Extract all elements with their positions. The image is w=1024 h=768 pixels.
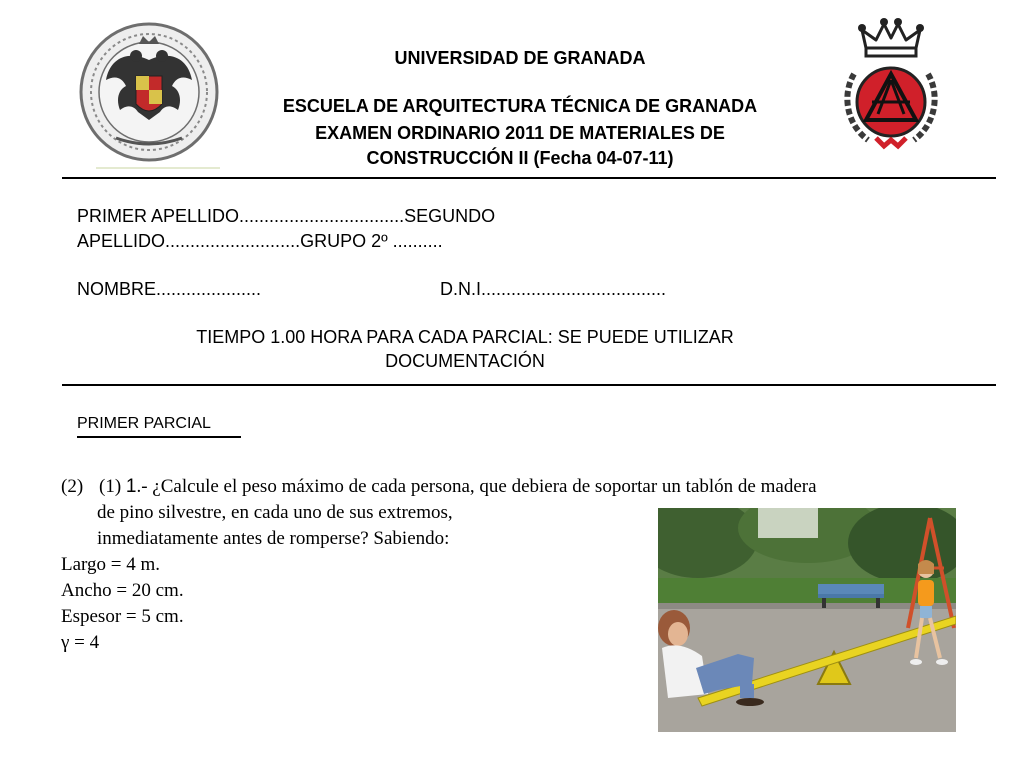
form-divider <box>62 384 996 386</box>
question-statement-line1 <box>99 476 817 498</box>
university-name: UNIVERSIDAD DE GRANADA <box>394 48 646 68</box>
data-length: Largo = 4 m. <box>61 554 161 575</box>
name-field: NOMBRE..................... <box>77 279 262 299</box>
architecture-school-crest-logo <box>832 14 950 154</box>
question-text-line1: .- ¿Calcule el peso máximo de cada persona, que debiera de soportar un tablón de madera <box>136 476 817 497</box>
data-specific-weight: γ = 4 <box>61 632 100 653</box>
exam-title-line1: EXAMEN ORDINARIO 2011 DE MATERIALES DE <box>315 123 725 143</box>
exam-title-line2: CONSTRUCCIÓN II (Fecha 04-07-11) <box>366 148 674 168</box>
header-divider <box>62 177 996 179</box>
surname-line-2: APELLIDO...........................GRUPO 2º .......... <box>77 231 443 251</box>
data-thickness: Espesor = 5 cm. <box>61 606 184 627</box>
question-number: 1 <box>125 476 137 497</box>
section-title-underline <box>77 436 241 438</box>
question-points: (2) <box>61 476 84 497</box>
time-instructions-line2: DOCUMENTACIÓN <box>385 351 545 371</box>
dni-field: D.N.I..................................... <box>440 279 667 299</box>
surname-line-1: PRIMER APELLIDO.................................SEGUNDO <box>77 206 496 226</box>
question-number-prefix: (1) <box>99 476 126 497</box>
section-title: PRIMER PARCIAL <box>77 415 211 432</box>
time-instructions-line1: TIEMPO 1.00 HORA PARA CADA PARCIAL: SE PUEDE UTILIZAR <box>196 327 734 347</box>
question-statement-line2: de pino silvestre, en cada uno de sus extremos, <box>97 502 453 523</box>
question-statement-line3: inmediatamente antes de romperse? Sabiendo: <box>97 528 450 549</box>
data-width: Ancho = 20 cm. <box>61 580 184 601</box>
seesaw-photo <box>658 508 956 732</box>
school-name: ESCUELA DE ARQUITECTURA TÉCNICA DE GRANADA <box>282 96 758 116</box>
